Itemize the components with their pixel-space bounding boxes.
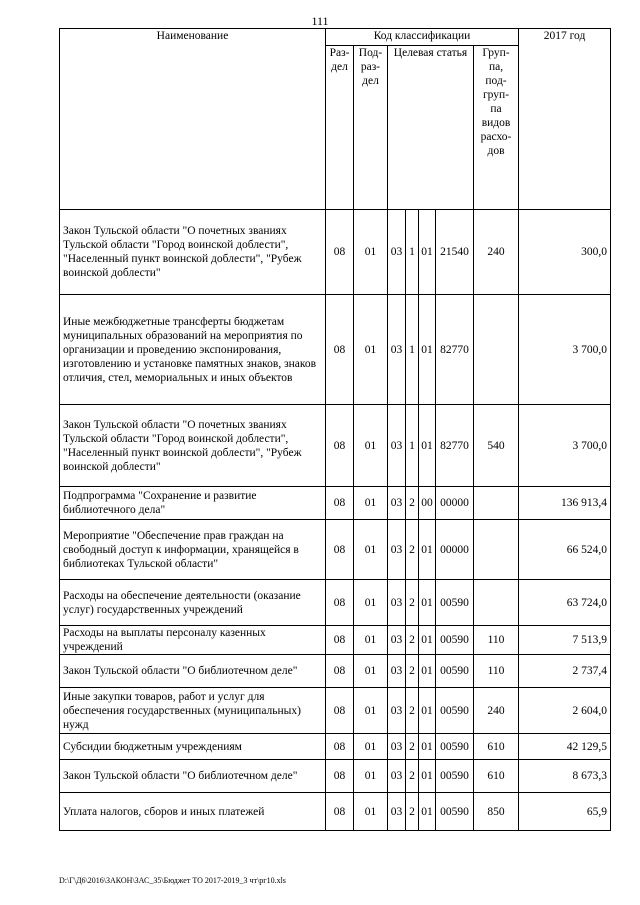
row-razdel: 08 <box>326 655 354 688</box>
row-name: Расходы на выплаты персоналу казенных учреждений <box>60 626 326 655</box>
row-name: Субсидии бюджетным учреждениям <box>60 734 326 760</box>
row-target-program: 03 <box>388 760 406 793</box>
row-target-event: 01 <box>419 734 436 760</box>
row-sum: 42 129,5 <box>519 734 611 760</box>
row-name: Закон Тульской области "О почетных званиях Тульской области "Город воинской доблести", "Населенный пункт воинской доблести", "Рубеж воинской доблести" <box>60 210 326 295</box>
row-razdel: 08 <box>326 210 354 295</box>
row-podrazdel: 01 <box>354 688 388 734</box>
row-vid: 110 <box>474 626 519 655</box>
row-sum: 136 913,4 <box>519 487 611 520</box>
row-target-event: 01 <box>419 520 436 580</box>
row-target-event: 01 <box>419 405 436 487</box>
row-target-direction: 00590 <box>436 760 474 793</box>
row-target-event: 01 <box>419 210 436 295</box>
row-target-direction: 00590 <box>436 655 474 688</box>
header-target: Целевая статья <box>388 46 474 210</box>
row-podrazdel: 01 <box>354 405 388 487</box>
row-sum: 2 604,0 <box>519 688 611 734</box>
row-target-subprogram: 1 <box>406 405 419 487</box>
row-target-subprogram: 2 <box>406 793 419 831</box>
row-razdel: 08 <box>326 626 354 655</box>
row-target-event: 01 <box>419 580 436 626</box>
row-name: Закон Тульской области "О библиотечном деле" <box>60 760 326 793</box>
row-vid <box>474 580 519 626</box>
row-vid: 540 <box>474 405 519 487</box>
table-row <box>60 760 611 793</box>
row-target-subprogram: 2 <box>406 626 419 655</box>
row-target-program: 03 <box>388 655 406 688</box>
row-target-direction: 00590 <box>436 734 474 760</box>
row-podrazdel: 01 <box>354 210 388 295</box>
row-podrazdel: 01 <box>354 655 388 688</box>
table-row <box>60 520 611 580</box>
budget-table <box>59 28 611 831</box>
header-vid: Груп- па, под- груп- па видов расхо- дов <box>474 46 519 210</box>
table-row <box>60 734 611 760</box>
row-podrazdel: 01 <box>354 295 388 405</box>
table-row <box>60 210 611 295</box>
table-row <box>60 793 611 831</box>
table-row <box>60 405 611 487</box>
row-target-subprogram: 1 <box>406 210 419 295</box>
row-vid: 240 <box>474 210 519 295</box>
row-name: Расходы на обеспечение деятельности (оказание услуг) государственных учреждений <box>60 580 326 626</box>
row-podrazdel: 01 <box>354 580 388 626</box>
table-body <box>60 210 611 831</box>
header-razdel: Раз- дел <box>326 46 354 210</box>
row-target-event: 01 <box>419 793 436 831</box>
row-sum: 3 700,0 <box>519 405 611 487</box>
row-vid: 850 <box>474 793 519 831</box>
row-target-program: 03 <box>388 295 406 405</box>
row-podrazdel: 01 <box>354 520 388 580</box>
row-target-program: 03 <box>388 405 406 487</box>
row-target-direction: 00590 <box>436 793 474 831</box>
row-razdel: 08 <box>326 520 354 580</box>
row-vid: 110 <box>474 655 519 688</box>
row-vid <box>474 295 519 405</box>
row-sum: 3 700,0 <box>519 295 611 405</box>
row-target-subprogram: 2 <box>406 520 419 580</box>
row-sum: 300,0 <box>519 210 611 295</box>
row-sum: 63 724,0 <box>519 580 611 626</box>
row-target-direction: 00000 <box>436 520 474 580</box>
row-target-event: 01 <box>419 760 436 793</box>
row-target-event: 00 <box>419 487 436 520</box>
table-row <box>60 688 611 734</box>
row-razdel: 08 <box>326 487 354 520</box>
footer-path: D:\Г\Д6\2016\ЗАКОН\ЗАС_35\Бюджет ТО 2017-2019_3 чт\рг10.xls <box>59 876 286 885</box>
row-razdel: 08 <box>326 405 354 487</box>
row-sum: 7 513,9 <box>519 626 611 655</box>
row-name: Закон Тульской области "О почетных званиях Тульской области "Город воинской доблести", "Населенный пункт воинской доблести", "Рубеж воинской доблести" <box>60 405 326 487</box>
row-vid <box>474 487 519 520</box>
row-name: Иные межбюджетные трансферты бюджетам муниципальных образований на мероприятия по организации и проведению экспонирования, изготовлению и установке памятных знаков, знаков отличия, стел, мемориальных и иных объектов <box>60 295 326 405</box>
row-target-subprogram: 2 <box>406 734 419 760</box>
row-razdel: 08 <box>326 580 354 626</box>
row-vid <box>474 520 519 580</box>
row-target-event: 01 <box>419 688 436 734</box>
row-razdel: 08 <box>326 793 354 831</box>
row-target-subprogram: 1 <box>406 295 419 405</box>
row-target-subprogram: 2 <box>406 688 419 734</box>
row-vid: 240 <box>474 688 519 734</box>
row-podrazdel: 01 <box>354 760 388 793</box>
header-year: 2017 год <box>519 29 611 210</box>
row-target-direction: 00590 <box>436 626 474 655</box>
row-sum: 65,9 <box>519 793 611 831</box>
row-target-direction: 21540 <box>436 210 474 295</box>
row-razdel: 08 <box>326 760 354 793</box>
row-razdel: 08 <box>326 688 354 734</box>
row-target-program: 03 <box>388 210 406 295</box>
row-target-program: 03 <box>388 520 406 580</box>
page-number: 111 <box>311 14 329 28</box>
row-target-subprogram: 2 <box>406 580 419 626</box>
row-name: Закон Тульской области "О библиотечном деле" <box>60 655 326 688</box>
header-podrazdel: Под- раз- дел <box>354 46 388 210</box>
row-podrazdel: 01 <box>354 487 388 520</box>
row-target-program: 03 <box>388 626 406 655</box>
table-row <box>60 487 611 520</box>
row-target-direction: 82770 <box>436 295 474 405</box>
row-razdel: 08 <box>326 734 354 760</box>
row-name: Мероприятие "Обеспечение прав граждан на свободный доступ к информации, хранящейся в библиотеках Тульской области" <box>60 520 326 580</box>
row-target-direction: 00590 <box>436 688 474 734</box>
row-target-subprogram: 2 <box>406 487 419 520</box>
row-sum: 2 737,4 <box>519 655 611 688</box>
header-name: Наименование <box>60 29 326 210</box>
row-name: Иные закупки товаров, работ и услуг для обеспечения государственных (муниципальных) нужд <box>60 688 326 734</box>
row-target-direction: 82770 <box>436 405 474 487</box>
row-target-subprogram: 2 <box>406 760 419 793</box>
row-podrazdel: 01 <box>354 626 388 655</box>
row-name: Подпрограмма "Сохранение и развитие библиотечного дела" <box>60 487 326 520</box>
row-target-program: 03 <box>388 793 406 831</box>
row-podrazdel: 01 <box>354 734 388 760</box>
row-razdel: 08 <box>326 295 354 405</box>
row-target-subprogram: 2 <box>406 655 419 688</box>
row-target-direction: 00590 <box>436 580 474 626</box>
table-row <box>60 626 611 655</box>
row-target-event: 01 <box>419 655 436 688</box>
table-row <box>60 655 611 688</box>
table-row <box>60 580 611 626</box>
table-row <box>60 295 611 405</box>
row-name: Уплата налогов, сборов и иных платежей <box>60 793 326 831</box>
row-target-program: 03 <box>388 734 406 760</box>
row-podrazdel: 01 <box>354 793 388 831</box>
row-target-direction: 00000 <box>436 487 474 520</box>
row-sum: 66 524,0 <box>519 520 611 580</box>
header-code-group: Код классификации <box>326 29 519 46</box>
row-vid: 610 <box>474 734 519 760</box>
row-vid: 610 <box>474 760 519 793</box>
row-sum: 8 673,3 <box>519 760 611 793</box>
row-target-program: 03 <box>388 487 406 520</box>
row-target-program: 03 <box>388 688 406 734</box>
row-target-program: 03 <box>388 580 406 626</box>
row-target-event: 01 <box>419 626 436 655</box>
row-target-event: 01 <box>419 295 436 405</box>
